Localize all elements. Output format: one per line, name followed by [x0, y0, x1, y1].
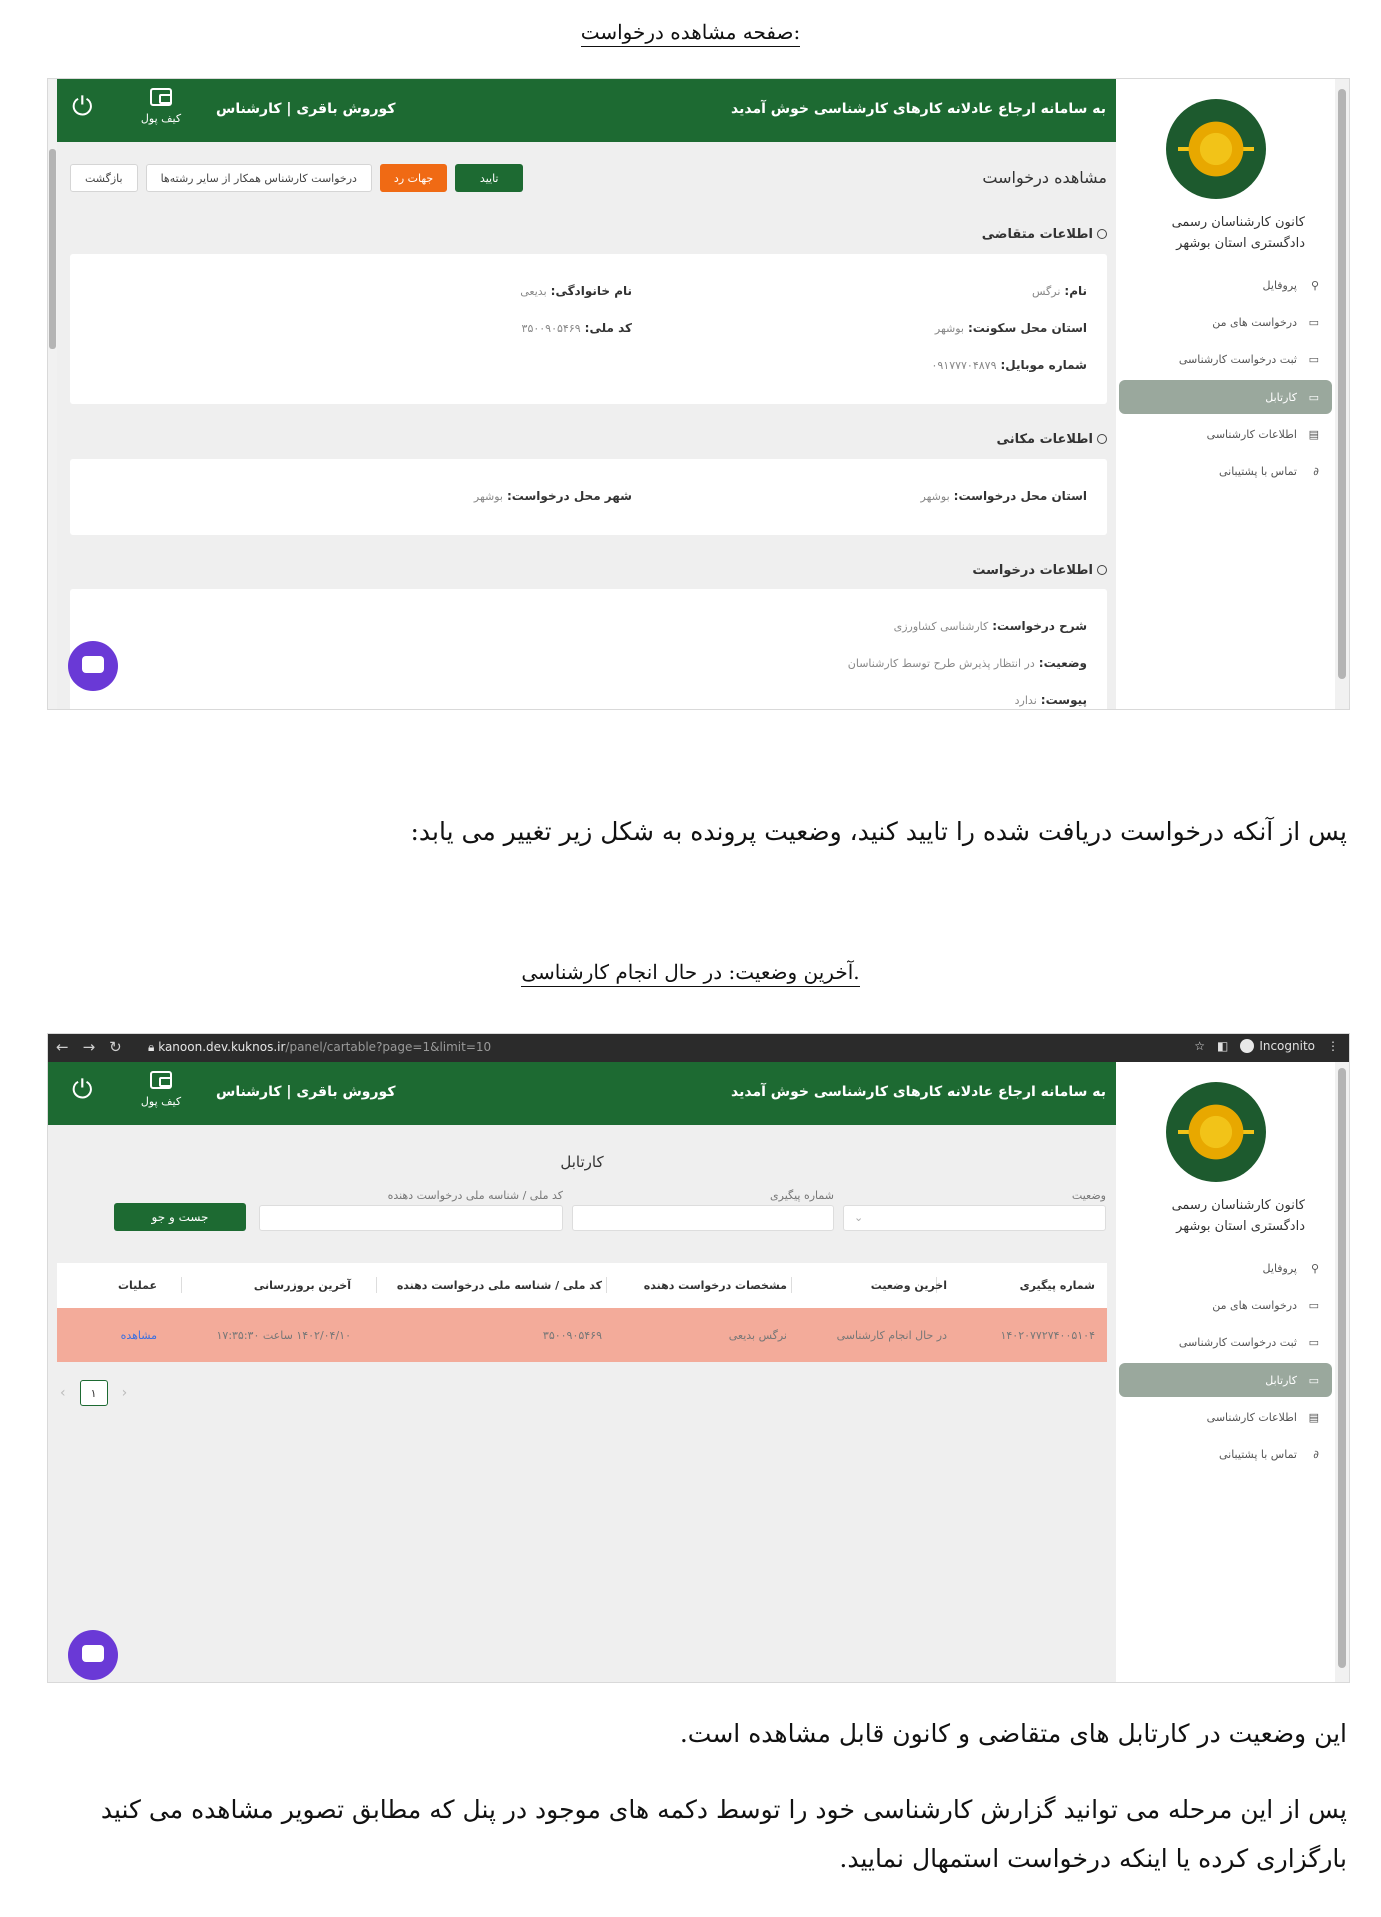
col-applicant: مشخصات درخواست دهنده: [643, 1279, 787, 1292]
main-content: [48, 1062, 1116, 1682]
cell-status: در حال انجام کارشناسی: [836, 1328, 947, 1342]
location-province: استان محل درخواست:بوشهر: [920, 489, 1087, 503]
tracking-filter-label: شماره پیگیری: [770, 1189, 834, 1202]
browser-bar: [48, 1034, 1349, 1062]
nid-filter-label: کد ملی / شناسه ملی درخواست دهنده: [387, 1189, 563, 1202]
document-icon: ▤: [1308, 428, 1319, 441]
menu-dots-icon[interactable]: ⋮: [1327, 1039, 1339, 1053]
paragraph-visibility: این وضعیت در کارتابل های متقاضی و کانون قابل مشاهده است.: [679, 1719, 1347, 1748]
power-icon[interactable]: ⏻: [72, 92, 93, 122]
folder-icon: ▭: [1308, 353, 1319, 366]
cartable-table: [57, 1263, 1107, 1362]
request-attachment: پیوست:ندارد: [1014, 693, 1087, 707]
folder-icon: ▭: [1308, 316, 1319, 329]
col-status: اخرین وضعیت: [870, 1279, 947, 1292]
cell-nid: ۳۵۰۰۹۰۵۴۶۹: [542, 1328, 602, 1342]
header: [48, 79, 1116, 142]
cell-applicant: نرگس بدیعی: [728, 1328, 787, 1342]
wallet-icon: [150, 88, 172, 106]
wallet-icon: [150, 1071, 172, 1089]
scrollbar[interactable]: [1335, 1062, 1349, 1682]
incognito-icon: [1240, 1039, 1254, 1053]
link-icon: ∂: [1313, 465, 1319, 478]
sidebar-item-new-request[interactable]: ▭ ثبت درخواست کارشناسی: [1178, 1336, 1319, 1349]
sidebar: [1116, 79, 1335, 709]
star-icon[interactable]: ☆: [1194, 1039, 1205, 1053]
folder-open-icon: ▭: [1308, 1373, 1319, 1387]
sidebar-item-cartable[interactable]: ▭ کارتابل: [1119, 1363, 1332, 1397]
cell-tracking: ۱۴۰۲۰۷۷۲۷۴۰۰۵۱۰۴: [1000, 1328, 1095, 1342]
approve-button[interactable]: تایید: [455, 164, 523, 192]
org-logo: [1166, 1082, 1266, 1182]
caption-last-status: آخرین وضعیت: در حال انجام کارشناسی.: [0, 960, 1381, 984]
colleague-request-button[interactable]: درخواست کارشناس همکار از سایر رشته‌ها: [146, 164, 372, 192]
request-card: [70, 589, 1107, 710]
status-filter-label: وضعیت: [1071, 1189, 1106, 1202]
page-title: مشاهده درخواست: [982, 168, 1107, 187]
applicant-province: استان محل سکونت:بوشهر: [934, 321, 1087, 335]
user-icon: ⚲: [1310, 1262, 1319, 1275]
sidebar-item-my-requests[interactable]: ▭ درخواست های من: [1212, 316, 1319, 329]
sidebar-item-support[interactable]: ∂ تماس با پشتیبانی: [1218, 465, 1319, 478]
forward-arrow-icon[interactable]: →: [82, 1038, 96, 1056]
cell-updated: ۱۴۰۲/۰۴/۱۰ ساعت ۱۷:۳۵:۳۰: [216, 1328, 351, 1342]
col-tracking: شماره پیگیری: [1019, 1279, 1095, 1292]
col-updated: آخرین بروزرسانی: [253, 1279, 351, 1292]
header: [48, 1062, 1116, 1125]
pagination: [60, 1380, 127, 1406]
sidebar-item-expert-info[interactable]: ▤ اطلاعات کارشناسی: [1206, 428, 1319, 441]
org-name: کانون کارشناسان رسمی دادگستری استان بوشهر: [1171, 1198, 1305, 1234]
view-link[interactable]: مشاهده: [120, 1328, 157, 1342]
sidebar-item-profile[interactable]: ⚲ پروفایل: [1262, 279, 1319, 292]
user-name: کوروش باقری | کارشناس: [216, 101, 396, 117]
sidebar-item-profile[interactable]: ⚲ پروفایل: [1262, 1262, 1319, 1275]
screenshot-request-view: [47, 78, 1350, 710]
power-icon[interactable]: ⏻: [72, 1075, 93, 1105]
welcome-text: به سامانه ارجاع عادلانه کارهای کارشناسی خوش آمدید: [731, 101, 1106, 117]
applicant-name: نام:نرگس: [1031, 284, 1087, 298]
applicant-nid: کد ملی:۳۵۰۰۹۰۵۴۶۹: [521, 321, 632, 335]
org-logo: [1166, 99, 1266, 199]
request-description: شرح درخواست:کارشناسی کشاورزی: [893, 619, 1087, 633]
incognito-badge: Incognito: [1240, 1039, 1315, 1053]
sidebar-item-cartable[interactable]: ▭ کارتابل: [1119, 380, 1332, 414]
sidebar-item-expert-info[interactable]: ▤ اطلاعات کارشناسی: [1206, 1411, 1319, 1424]
next-page-icon[interactable]: ›: [121, 1385, 128, 1401]
request-section-heading: اطلاعات درخواست: [972, 563, 1107, 578]
radio-icon: [1097, 565, 1107, 575]
location-card: [70, 459, 1107, 535]
sidebar-item-my-requests[interactable]: ▭ درخواست های من: [1212, 1299, 1319, 1312]
status-select[interactable]: [843, 1205, 1106, 1231]
nid-input[interactable]: [259, 1205, 563, 1231]
search-button[interactable]: جست و جو: [114, 1203, 246, 1231]
radio-icon: [1097, 434, 1107, 444]
cartable-title: کارتابل: [560, 1153, 604, 1171]
screenshot-cartable: [47, 1033, 1350, 1683]
radio-icon: [1097, 229, 1107, 239]
request-status: وضعیت:در انتظار پذیرش طرح توسط کارشناسان: [847, 656, 1087, 670]
lock-icon: 🔒︎: [148, 1040, 159, 1054]
wallet-button[interactable]: کیف پول: [136, 1071, 186, 1108]
tracking-input[interactable]: [572, 1205, 834, 1231]
applicant-section-heading: اطلاعات متقاضی: [982, 227, 1107, 242]
scrollbar[interactable]: [1335, 79, 1349, 709]
col-actions: عملیات: [117, 1279, 157, 1292]
reject-button[interactable]: جهات رد: [380, 164, 447, 192]
action-bar: [70, 164, 523, 192]
col-nid: کد ملی / شناسه ملی درخواست دهنده: [396, 1279, 602, 1292]
chevron-down-icon: ⌄: [854, 1211, 864, 1224]
user-name: کوروش باقری | کارشناس: [216, 1084, 396, 1100]
left-scrollbar[interactable]: [48, 79, 57, 709]
paragraph-after-approve: پس از آنکه درخواست دریافت شده را تایید کنید، وضعیت پرونده به شکل زیر تغییر می یابد:: [410, 817, 1347, 846]
applicant-family: نام خانوادگی:بدیعی: [520, 284, 632, 298]
welcome-text: به سامانه ارجاع عادلانه کارهای کارشناسی خوش آمدید: [731, 1084, 1106, 1100]
chat-icon[interactable]: [68, 641, 118, 691]
table-header: [57, 1263, 1107, 1308]
prev-page-icon[interactable]: ‹: [60, 1385, 66, 1401]
folder-icon: ▭: [1308, 1336, 1319, 1349]
back-button[interactable]: بازگشت: [70, 164, 138, 192]
sidebar-item-new-request[interactable]: ▭ ثبت درخواست کارشناسی: [1178, 353, 1319, 366]
document-icon: ▤: [1308, 1411, 1319, 1424]
location-section-heading: اطلاعات مکانی: [997, 432, 1107, 447]
main-content: [48, 79, 1116, 709]
sidepanel-icon[interactable]: ◧: [1216, 1039, 1229, 1053]
page-number[interactable]: ۱: [80, 1380, 108, 1406]
caption-request-view: صفحه مشاهده درخواست:: [0, 20, 1381, 44]
wallet-button[interactable]: کیف پول: [136, 88, 186, 125]
applicant-mobile: شماره موبایل:۰۹۱۷۷۷۰۴۸۷۹: [931, 358, 1087, 372]
user-icon: ⚲: [1310, 279, 1319, 292]
org-name: کانون کارشناسان رسمی دادگستری استان بوشهر: [1171, 215, 1305, 251]
sidebar-item-support[interactable]: ∂ تماس با پشتیبانی: [1218, 1448, 1319, 1461]
chat-icon[interactable]: [68, 1630, 118, 1680]
back-arrow-icon[interactable]: ←: [56, 1038, 69, 1056]
folder-open-icon: ▭: [1308, 390, 1319, 404]
applicant-card: [70, 254, 1107, 404]
location-city: شهر محل درخواست:بوشهر: [473, 489, 632, 503]
address-bar[interactable]: 🔒︎ kanoon.dev.kuknos.ir/panel/cartable?page=1&limit=10: [148, 1040, 492, 1054]
reload-icon[interactable]: ↻: [109, 1038, 122, 1056]
folder-icon: ▭: [1308, 1299, 1319, 1312]
paragraph-next-step: پس از این مرحله می توانید گزارش کارشناسی خود را توسط دکمه های موجود در پنل که مطابق تصویر مشاهده می کنید بارگزاری کرده یا اینکه درخواست استمهال نمایید.: [100, 1795, 1347, 1873]
table-row[interactable]: [57, 1308, 1107, 1362]
link-icon: ∂: [1313, 1448, 1319, 1461]
sidebar: [1116, 1062, 1335, 1682]
